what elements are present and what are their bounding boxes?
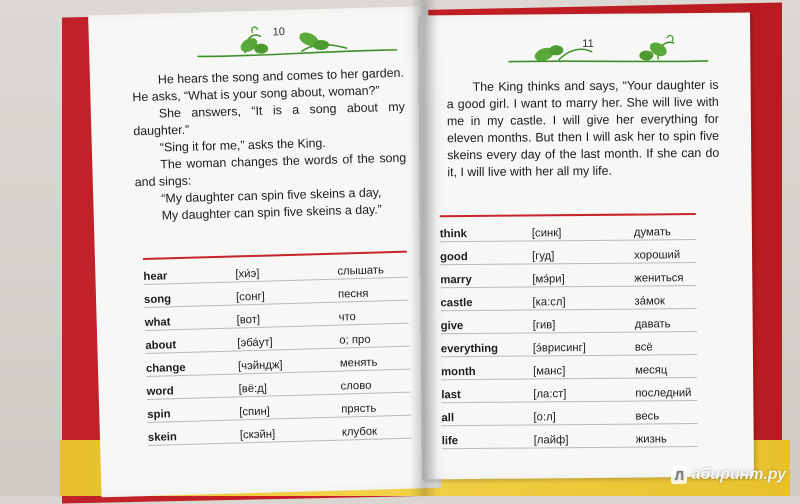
paragraph: “Sing it for me,” asks the King. [159, 135, 326, 155]
watermark-logo-icon: Л [671, 466, 687, 484]
watermark [671, 466, 786, 484]
paragraph: The King thinks and says, “Your daughter is a good girl. I want to marry her. She will live with me in my castle. I will give her everything for eleven months. But then I will ask her to spin five skeins every day of the last month. If she can do it, I will live with her all my life. [446, 77, 720, 180]
vocab-word: good [440, 241, 532, 265]
vocab-translation: последний [635, 378, 697, 402]
vocab-translation: слово [340, 369, 411, 394]
song-line: My daughter can spin five skeins a day.” [161, 202, 383, 223]
vocab-word: word [146, 374, 239, 400]
vocab-transcription: [сонг] [236, 279, 339, 305]
table-row [441, 309, 697, 334]
page-number: 11 [582, 37, 594, 51]
vocab-transcription: [вот] [236, 302, 339, 328]
vocab-transcription: [ка:сл] [532, 286, 634, 310]
vocab-word: castle [440, 287, 532, 311]
book-gutter [410, 0, 438, 496]
vocab-transcription: [манс] [533, 355, 635, 379]
vocab-transcription: [чэйндж] [238, 348, 341, 374]
right-page [418, 13, 754, 480]
vocab-transcription: [о:л] [533, 401, 635, 425]
vocabulary-table [143, 255, 412, 446]
vocab-translation: прясть [341, 392, 412, 417]
vocab-word: life [442, 425, 534, 449]
vocab-word: month [441, 356, 533, 380]
vocab-translation: слышать [337, 255, 408, 279]
vocab-translation: менять [340, 346, 411, 371]
table-row [440, 286, 696, 311]
table-row [441, 401, 697, 426]
table-row [442, 424, 698, 449]
vocab-word: everything [441, 333, 533, 357]
watermark-text: абиринт.ру [691, 466, 786, 483]
table-row [441, 332, 697, 357]
vocab-translation: о; про [339, 323, 410, 348]
vocab-transcription: [гив] [533, 309, 635, 333]
song-line: “My daughter can spin five skeins a day, [161, 185, 382, 206]
table-row [440, 217, 696, 242]
vocab-word: about [145, 328, 238, 354]
page-number: 10 [272, 26, 286, 39]
vocab-translation: что [338, 300, 409, 325]
vocab-translation: за́мок [634, 286, 696, 310]
vocab-transcription: [мэ́ри] [532, 263, 634, 287]
vocab-transcription: [вё:д] [238, 371, 341, 397]
vocab-word: give [441, 310, 533, 334]
paragraph: The woman changes the words of the song and sings: [134, 150, 407, 190]
vocab-word: song [144, 282, 237, 308]
vocab-transcription: [спин] [239, 394, 342, 420]
vine-ornament-icon [196, 19, 397, 61]
paragraph: He hears the song and comes to her garden. He asks, “What is your song about, woman?” [132, 65, 405, 105]
vine-ornament-icon [508, 29, 708, 67]
vocab-transcription: [гуд] [532, 240, 634, 264]
table-row [440, 263, 696, 288]
vocab-translation: жениться [634, 263, 696, 287]
vocab-word: think [440, 218, 532, 241]
left-page [88, 6, 441, 497]
vocab-transcription: [лайф] [534, 424, 636, 448]
vocab-word: hear [143, 259, 236, 284]
vocab-transcription: [скэйн] [239, 417, 342, 443]
vocabulary-table [440, 217, 698, 449]
vocab-word: change [146, 351, 239, 377]
vocab-translation: месяц [635, 355, 697, 379]
vocab-word: last [441, 379, 533, 403]
vocab-translation: жизнь [636, 424, 698, 448]
vocab-translation: думать [634, 217, 696, 240]
vocab-translation: давать [635, 309, 697, 333]
vocab-word: all [441, 402, 533, 426]
table-row [441, 378, 697, 403]
vocab-translation: хороший [634, 240, 696, 264]
vocab-transcription: [э́врисинг] [533, 332, 635, 356]
vocab-translation: песня [338, 277, 409, 302]
vocab-transcription: [эба́ут] [237, 325, 340, 351]
vocab-translation: всё [635, 332, 697, 356]
vocab-transcription: [хи́э] [235, 257, 338, 282]
vocab-translation: весь [635, 401, 697, 425]
vocab-transcription: [синк] [532, 218, 634, 241]
story-text [447, 77, 720, 181]
story-text [132, 65, 408, 226]
table-row [441, 355, 697, 380]
vocab-word: what [144, 305, 237, 331]
vocab-word: spin [147, 397, 240, 423]
vocab-word: marry [440, 264, 532, 288]
table-row [440, 240, 696, 265]
vocab-word: skein [148, 420, 241, 446]
vocab-transcription: [ла:ст] [533, 378, 635, 402]
vocab-translation: клубок [341, 415, 412, 440]
paragraph: She answers, “It is a song about my daughter.” [133, 99, 405, 139]
